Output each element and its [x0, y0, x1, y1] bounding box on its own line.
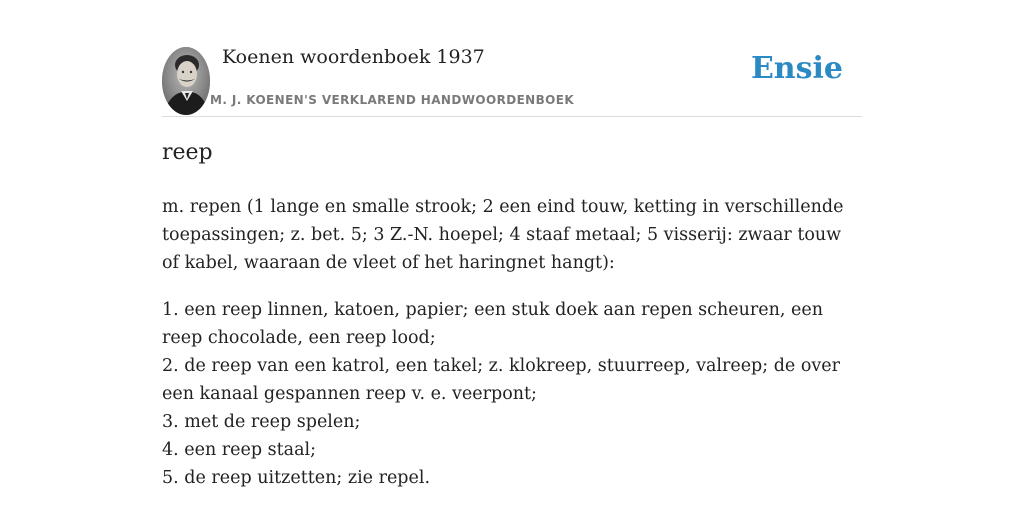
- author-portrait: [162, 47, 210, 115]
- header: [162, 46, 862, 117]
- sense-item: 3. met de reep spelen;: [162, 412, 361, 432]
- entry-headword: reep: [162, 140, 213, 165]
- entry-definition: m. repen (1 lange en smalle strook; 2 een eind touw, ketting in verschillende toepassingen; z. bet. 5; 3 Z.-N. hoepel; 4 staaf metaal; 5 visserij: zwaar touw of kabel, waaraan de vleet of het haringnet hangt):: [162, 197, 844, 273]
- sense-item: 2. de reep van een katrol, een takel; z. klokreep, stuurreep, valreep; de over een kanaal gespannen reep v. e. veerpont;: [162, 356, 840, 404]
- author-portrait-image: [162, 47, 210, 115]
- sense-item: 5. de reep uitzetten; zie repel.: [162, 468, 431, 488]
- dictionary-title[interactable]: Koenen woordenboek 1937: [222, 46, 485, 68]
- sense-item: 1. een reep linnen, katoen, papier; een stuk doek aan repen scheuren, een reep chocolade, een reep lood;: [162, 300, 823, 348]
- dictionary-subtitle: M. J. KOENEN'S VERKLAREND HANDWOORDENBOEK: [210, 93, 575, 107]
- ensie-logo[interactable]: Ensie: [750, 51, 843, 86]
- sense-item: 4. een reep staal;: [162, 440, 317, 460]
- entry-senses: [162, 296, 862, 492]
